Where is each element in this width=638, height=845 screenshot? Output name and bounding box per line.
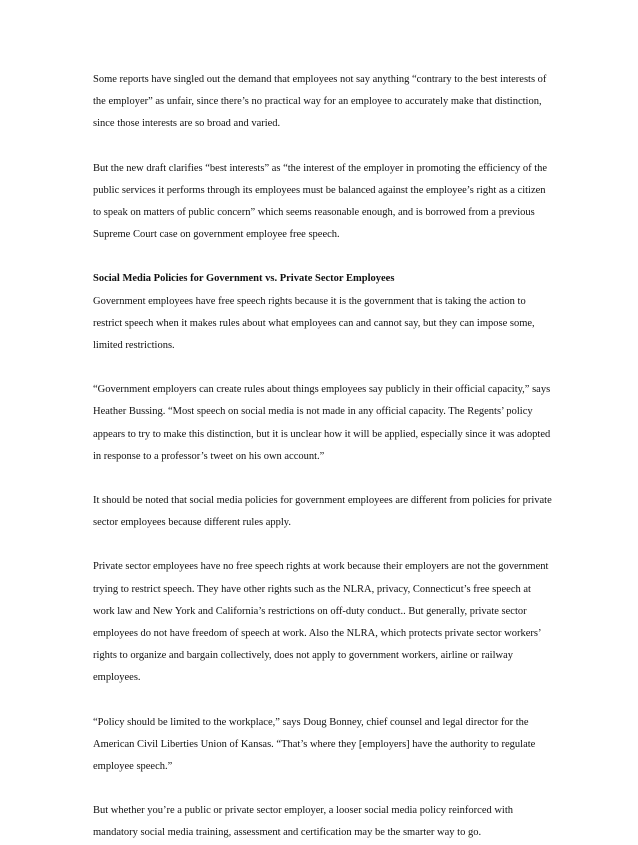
- paragraph-bussing-quote: “Government employers can create rules about things employees say publicly in their official capacity,” says Heather Bussing. “Most speech on social media is not made in any official capacity. The Regents’ policy appears to try to make this distinction, but it is unclear how it will be applied, especially since it was adopted in response to a professor’s tweet on his own account.”: [93, 384, 551, 462]
- paragraph-best-interests-complaint: Some reports have singled out the demand that employees not say anything “contrary to the best interests of the employer” as unfair, since there’s no practical way for an employee to accurately make that distinction, since those interests are so broad and varied.: [93, 74, 547, 130]
- paragraph-government-free-speech: Government employees have free speech rights because it is the government that is taking the action to restrict speech when it makes rules about what employees can and cannot say, but they can impose some, limited restrictions.: [93, 295, 535, 352]
- paragraph-policies-differ: It should be noted that social media policies for government employees are different from policies for private sector employees because different rules apply.: [93, 495, 552, 529]
- paragraph-draft-clarifies: But the new draft clarifies “best interests” as “the interest of the employer in promoting the efficiency of the public services it performs through its employees must be balanced against the employee’s right as a citizen to speak on matters of public concern” which seems reasonable enough, and is borrowed from a previous Supreme Court case on government employee free speech.: [93, 162, 548, 241]
- paragraph-private-sector-rights: Private sector employees have no free speech rights at work because their employers are not the government trying to restrict speech. They have other rights such as the NLRA, privacy, Connecticut’s free speech at work law and New York and California’s restrictions on off-duty conduct.. But generally, private sector employees do not have freedom of speech at work. Also the NLRA, which protects private sector workers’ rights to organize and bargain collectively, does not apply to government workers, airline or railway employees.: [93, 561, 549, 684]
- paragraph-bonney-quote: “Policy should be limited to the workplace,” says Doug Bonney, chief counsel and legal director for the American Civil Liberties Union of Kansas. “That’s where they [employers] have the authority to regulate employee speech.”: [93, 716, 536, 773]
- document-body: [93, 69, 555, 845]
- section-heading: Social Media Policies for Government vs. Private Sector Employees: [93, 273, 395, 285]
- paragraph-conclusion: But whether you’re a public or private sector employer, a looser social media policy reinforced with mandatory social media training, assessment and certification may be the smarter way to go.: [93, 805, 514, 839]
